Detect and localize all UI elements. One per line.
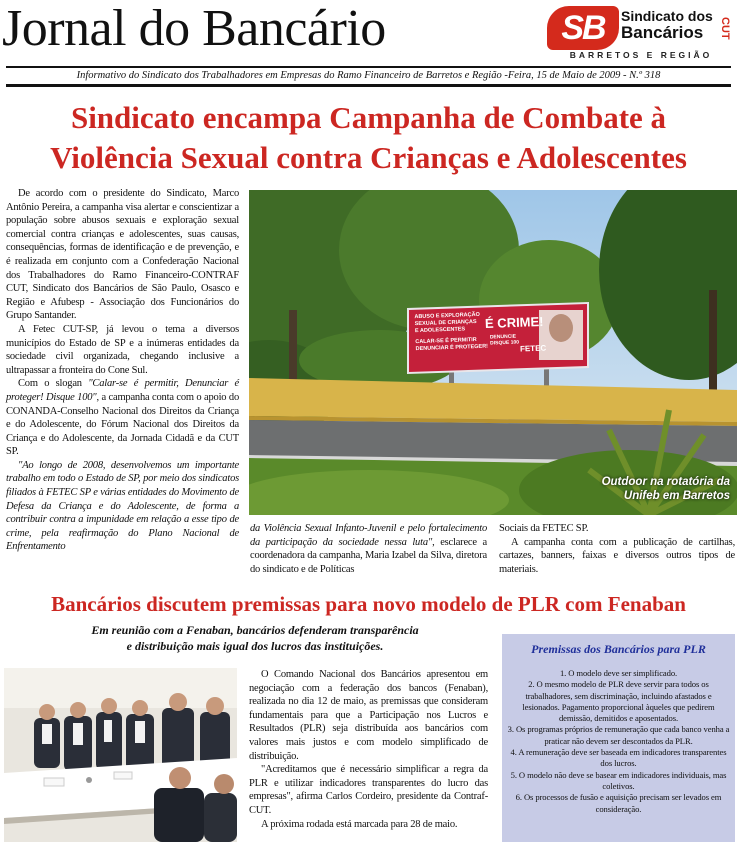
billboard-text: ABUSO E EXPLORAÇÃO SEXUAL DE CRIANÇAS E ADOLESCENTES CALAR-SE É PERMITIR DENUNCIAR É PROTEGER!	[414, 311, 489, 353]
story-1-headline-line-2: Violência Sexual contra Crianças e Adolescentes	[50, 140, 687, 175]
plr-premises-list	[506, 668, 731, 815]
story-1-column-3: Sociais da FETEC SP. A campanha conta com a publicação de cartilhas, cartazes, banners, faixas e diversos outros tipos de materiais.	[499, 523, 735, 575]
sindicato-logo	[547, 6, 733, 62]
list-item: 5. O modelo não deve se basear em indicadores individuais, mas coletivos.	[510, 769, 727, 791]
billboard-hotline: DENUNCIE DISQUE 100	[489, 333, 520, 347]
masthead-title: Jornal do Bancário	[2, 0, 386, 57]
list-item: 2. O mesmo modelo de PLR deve servir para todos os trabalhadores, sem discriminação, incluindo afastados e lesionados. Pagamento proporcional àqueles que pedirem demissão, demitidos e aposentados.	[522, 679, 715, 724]
photo-caption: Outdoor na rotatória da Unifeb em Barretos	[601, 476, 730, 502]
list-item: 6. Os processos de fusão e aquisição precisam ser levados em consideração.	[515, 792, 722, 814]
logo-initials: SB	[547, 6, 619, 50]
billboard-crime-text: É CRIME!	[484, 313, 544, 332]
billboard-fetec: FETEC	[519, 343, 547, 354]
story-1-paragraph-3: Com o slogan "Calar-se é permitir, Denunciar é proteger! Disque 100", a campanha conta com o apoio do CONANDA-Conselho Nacional dos Direitos da Criança e do Adolescente, do Fórum Nacional dos Direitos da Criança e do Adolescente, da Jornada Cidadã e da CUT SP.	[6, 378, 240, 458]
billboard-photo	[249, 190, 737, 515]
logo-line-2: Bancários	[621, 23, 704, 42]
story-1-paragraph-2: A Fetec CUT-SP, já levou o tema a diversos municípios do Estado de SP e a inúmeras entidades da sociedade civil organizada, chegando inclusive a ultrapassar a fronteira do Cone Sul.	[6, 323, 239, 376]
story-1-paragraph-1: De acordo com o presidente do Sindicato, Marco Antônio Pereira, a campanha visa alertar e conscientizar a população sobre abusos sexuais e exploração sexual comercial contra crianças e adolescentes, suas causas, consequências, formas de identificação e de prevenção, e é realizada em conjunto com a Confederação Nacional dos Trabalhadores do Ramo Financeiro-CONTRAF CUT, Sindicato dos Bancários de São Paulo, Osasco e Região e Afubesp - Associação dos Funcionários do Grupo Santander.	[6, 188, 239, 322]
meeting-photo	[4, 668, 237, 842]
list-item: 3. Os programas próprios de remuneração que cada banco venha a praticar não devem ser descontados da PLR.	[507, 724, 730, 746]
story-2-subhead: Em reunião com a Fenaban, bancários defenderam transparência e distribuição mais igual dos lucros das instituições.	[91, 623, 419, 653]
masthead-rule-bottom	[6, 84, 731, 87]
masthead-rule-top	[6, 66, 731, 68]
issue-info-line: Informativo do Sindicato dos Trabalhadores em Empresas do Ramo Financeiro de Barretos e Região -Feira, 15 de Maio de 2009 - N.º 318	[76, 70, 661, 81]
plr-premises-title: Premissas dos Bancários para PLR	[531, 642, 706, 656]
list-item: 4. A remuneração deve ser baseada em indicadores transparentes dos lucros.	[510, 747, 727, 769]
logo-line-3: BARRETOS E REGIÃO	[569, 50, 713, 60]
logo-line-1: Sindicato dos	[621, 8, 713, 24]
story-2-headline: Bancários discutem premissas para novo modelo de PLR com Fenaban	[51, 592, 686, 616]
story-2-body: O Comando Nacional dos Bancários apresentou em negociação com a federação dos bancos (Fenaban), realizada no dia 12 de maio, as premissas que consideram fundamentais para que a Participação nos Lucros e Resultados (PLR) seja distribuída aos bancários com valores mais justos e com modelo simplificado de distribuição. "Acreditamos que é necessário simplificar a regra da PLR e utilizar indicadores transparentes do lucro das empresas", afirma Carlos Cordeiro, presidente da Contraf-CUT. A próxima rodada está marcada para 28 de maio.	[249, 669, 488, 830]
list-item: 1. O modelo deve ser simplificado.	[559, 668, 678, 678]
story-1-column-1	[6, 187, 239, 554]
story-1-paragraph-4: "Ao longo de 2008, desenvolvemos um importante trabalho em todo o Estado de SP, por meio dos sindicatos filiados à FETEC SP e várias entidades do Movimento de Defesa da Criança e do Adolescente, de forma a contribuir contra a impunidade em relação a esse tipo de crime, pela reafirmação do Plano Nacional de Enfrentamento	[6, 459, 239, 553]
story-1-column-2: da Violência Sexual Infanto-Juvenil e pelo fortalecimento da participação da sociedade nessa luta", esclarece a coordenadora da campanha, Maria Izabel da Silva, diretora do sindicato e de Políticas	[250, 523, 487, 575]
story-1-headline-line-1: Sindicato encampa Campanha de Combate à	[70, 100, 667, 135]
logo-cut: CUT	[719, 16, 731, 40]
